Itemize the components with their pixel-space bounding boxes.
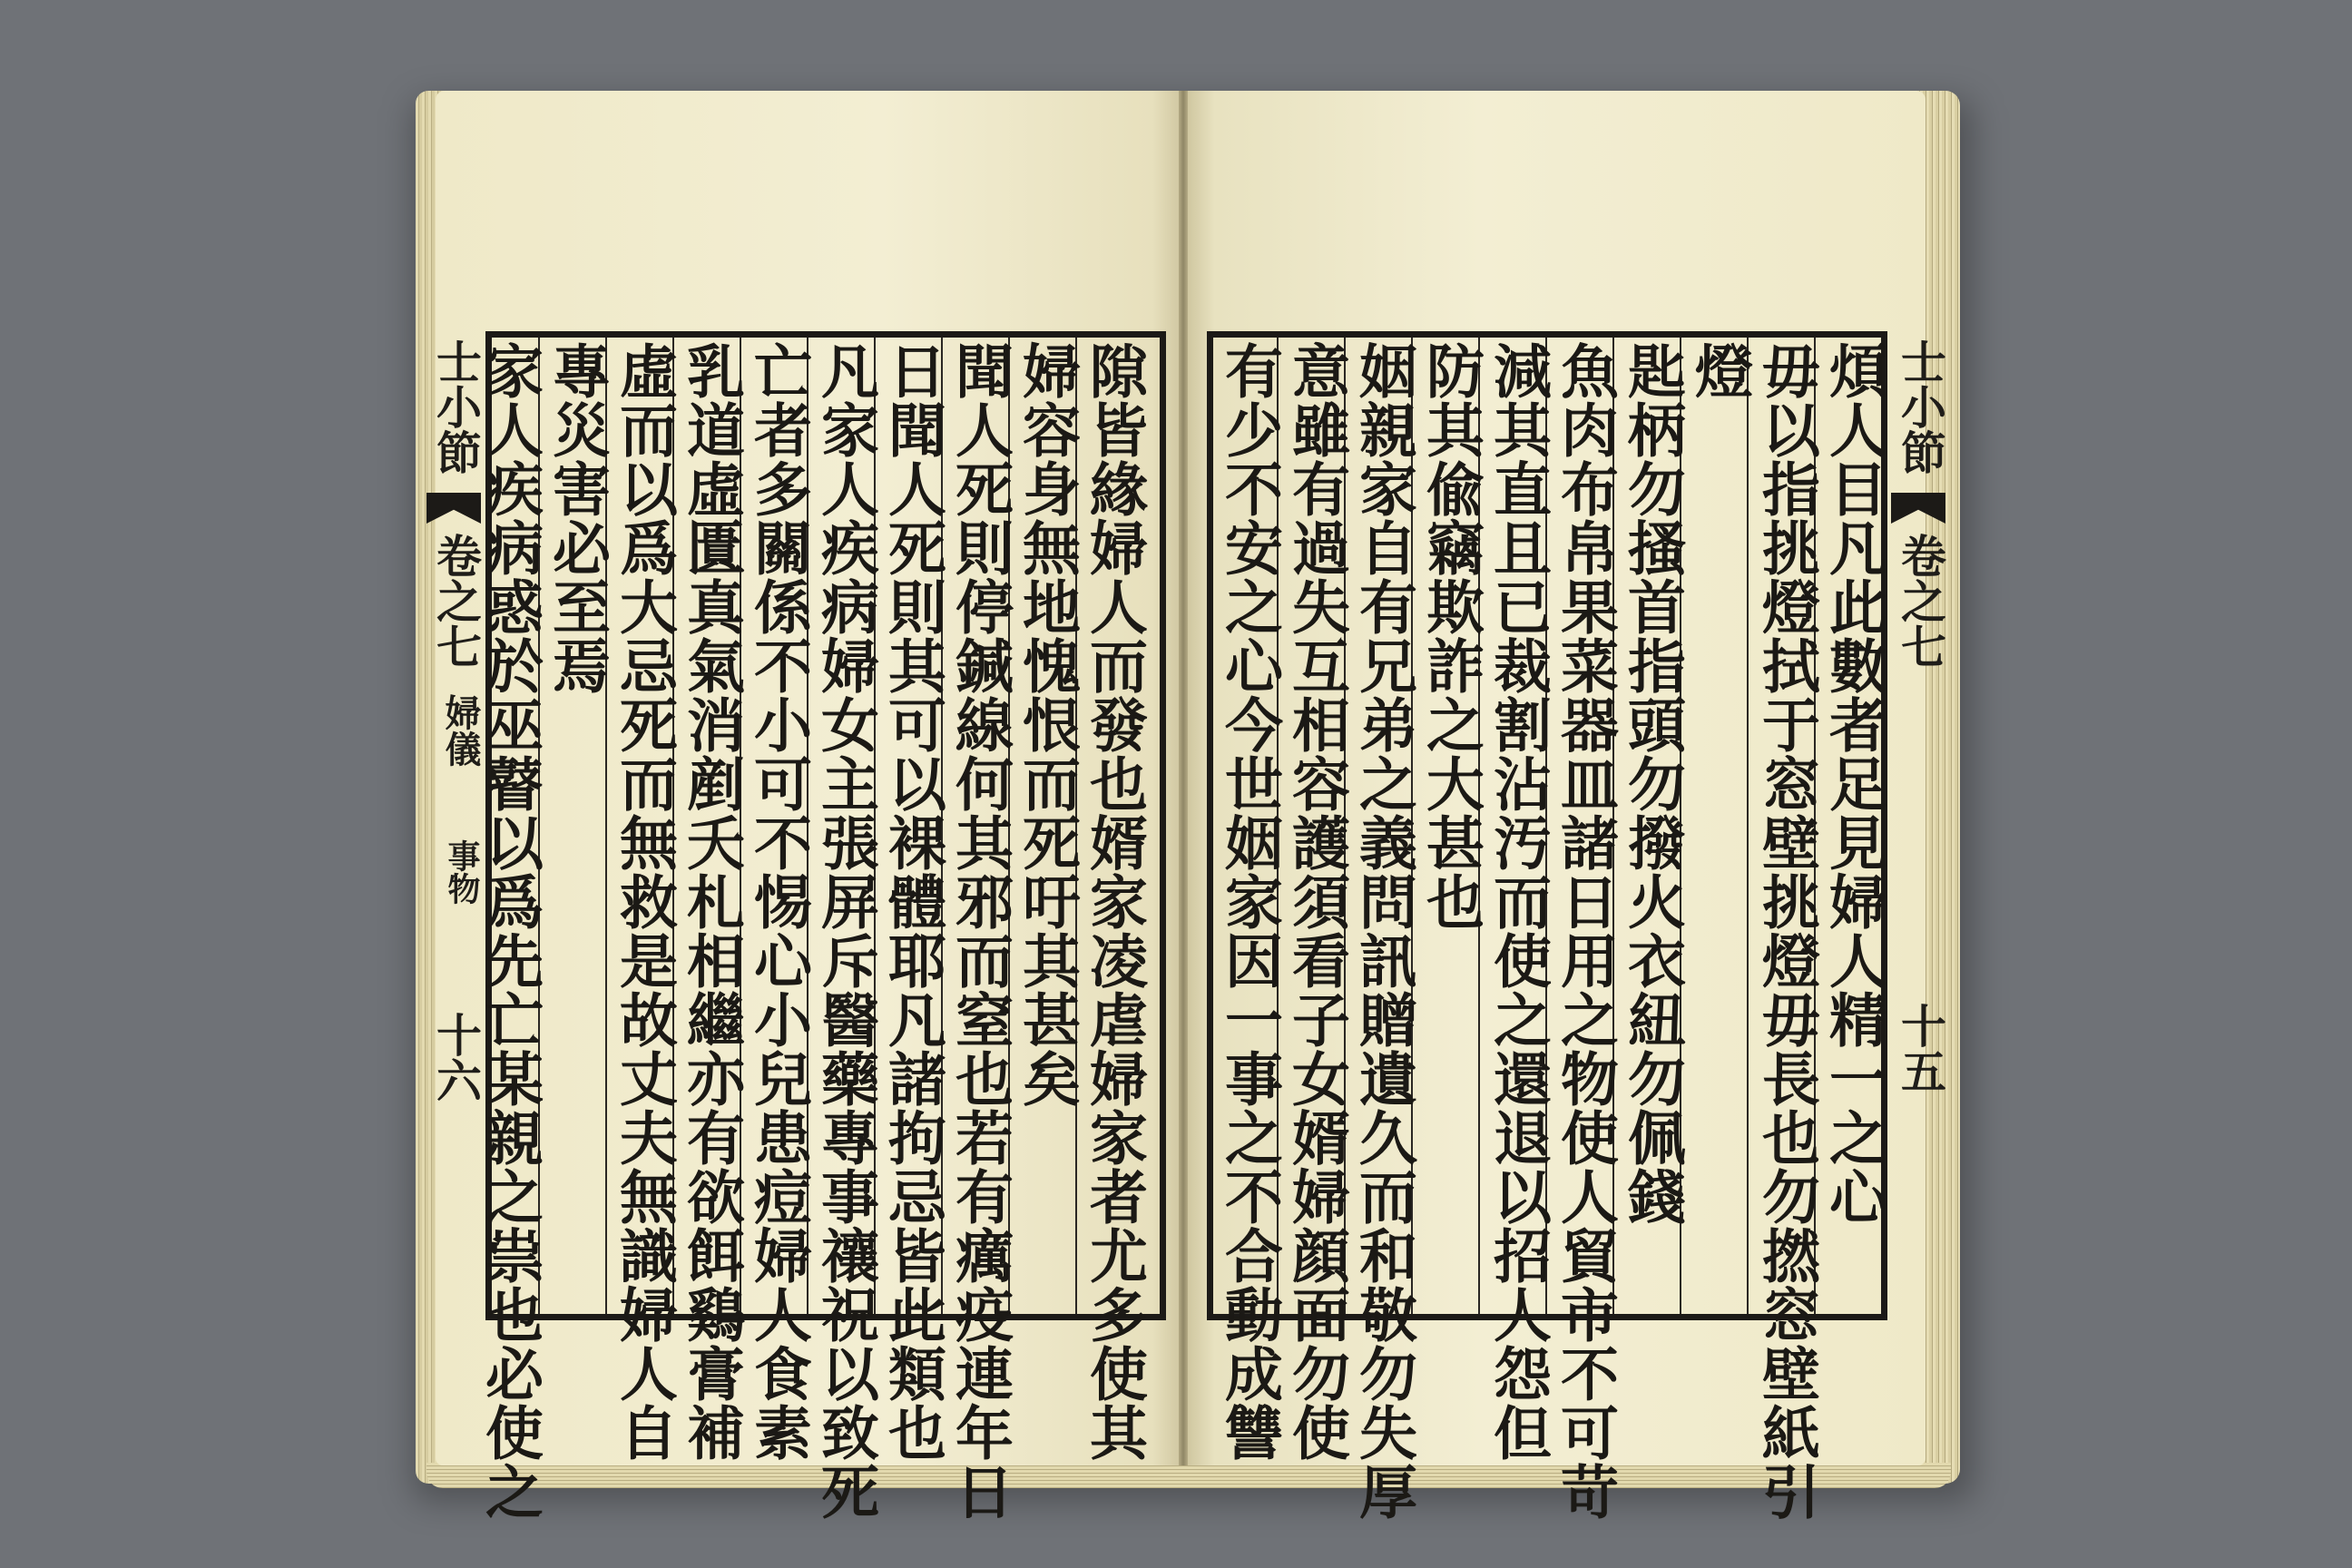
page-edges-bottom	[426, 1463, 1951, 1488]
left-margin-volume: 卷之七	[429, 533, 483, 669]
left-margin-section: 婦儀	[439, 694, 482, 767]
column-rule	[1747, 338, 1749, 1314]
right-margin-folio: 十五	[1894, 1003, 1947, 1093]
right-column-4: 匙柄勿搔首指頭勿撥火衣紐勿佩錢	[1618, 341, 1686, 1226]
right-column-8: 姻親家自有兄弟之義問訊贈遺久而和敬勿失厚	[1349, 341, 1417, 1521]
left-margin-title: 士小節	[429, 338, 483, 475]
left-margin-folio: 十六	[429, 1012, 483, 1102]
left-column-6: 亡者多關係不小可不惕心小兒患痘婦人食素	[744, 341, 812, 1462]
left-column-5: 凡家人疾病婦女主張屏斥醫藥專事禳祝以致死	[811, 341, 879, 1521]
left-column-10: 家人疾病惑於巫瞽以爲先亡某親之祟也必使之	[475, 341, 544, 1521]
fish-tail-mark	[426, 493, 481, 524]
left-column-8: 虛而以爲大忌死而無救是故丈夫無識婦人自	[610, 341, 678, 1462]
right-margin-title: 士小節	[1894, 338, 1947, 475]
left-column-4: 日聞人死則其可以裸體耶凡諸拘忌皆此類也	[878, 341, 946, 1462]
left-text-frame	[475, 331, 1166, 1521]
left-margin-subsection: 事物	[443, 839, 481, 905]
right-column-6: 減其直且已裁割沾汚而使之還退以招人怨但	[1484, 341, 1552, 1462]
right-column-10: 有少不安之心今世姻家因一事之不合動成讐	[1215, 341, 1283, 1462]
right-margin-volume: 卷之七	[1894, 533, 1947, 669]
left-column-2: 婦容身無地愧恨而死吁其甚矣	[1013, 341, 1081, 1108]
right-column-9: 意雖有過失互相容護須看子女婿婦顔面勿使	[1282, 341, 1350, 1462]
right-column-5: 魚肉布帛果菜器皿諸日用之物使人貿市不可苛	[1551, 341, 1619, 1521]
left-column-9: 專災害必至焉	[543, 341, 611, 695]
right-column-3: 燈	[1685, 341, 1753, 400]
right-column-1: 煩人目凡此數者足見婦人精一之心	[1819, 341, 1887, 1226]
left-column-7: 乳道虛匱真氣消剷夭札相繼亦有欲餌鷄膏補	[677, 341, 745, 1462]
left-column-1: 隙皆緣婦人而發也婿家凌虐婦家者尤多使其	[1080, 341, 1148, 1462]
right-column-7: 防其偸竊欺詐之大甚也	[1416, 341, 1485, 931]
right-text-frame	[1207, 331, 1887, 1521]
fish-tail-mark	[1891, 493, 1945, 524]
right-margin-strip	[1887, 331, 1949, 1320]
left-column-3: 聞人死則停鍼線何其邪而窒也若有癘疫連年日	[946, 341, 1014, 1521]
right-column-2: 毋以指挑燈拭于窓壁挑燈毋長也勿撚窓壁紙引	[1752, 341, 1820, 1521]
book-gutter	[1179, 91, 1188, 1465]
